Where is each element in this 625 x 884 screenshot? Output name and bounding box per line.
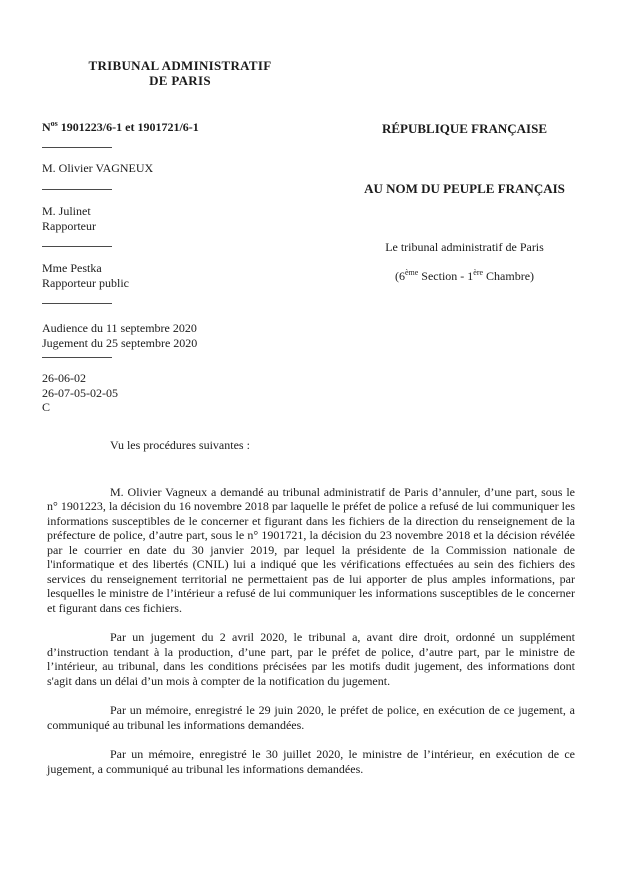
chamber-superscript-1: ème xyxy=(404,268,419,277)
case-numbers xyxy=(42,120,199,135)
divider-line xyxy=(42,147,112,148)
court-name-header xyxy=(52,58,308,88)
body-paragraph-2: Par un jugement du 2 avril 2020, le tribunal a, avant dire droit, ordonné un supplément d’instruction tendant à la production, d’une part, par le préfet de police, d’autre part, par le ministre de l’intérieur, au tribunal, dans les conditions précisées par les motifs dudit jugement, des informations dont s'agit dans un délai d’un mois à compter de la notification du jugement. xyxy=(47,630,575,688)
judgment-body xyxy=(47,438,575,791)
case-numbers-prefix: N xyxy=(42,120,51,134)
in-the-name-heading: AU NOM DU PEUPLE FRANÇAIS xyxy=(364,181,565,196)
republic-heading: RÉPUBLIQUE FRANÇAISE xyxy=(381,121,548,136)
rapporteur-public-block xyxy=(42,261,129,290)
judgment-date: Jugement du 25 septembre 2020 xyxy=(42,335,198,350)
divider-line xyxy=(42,189,112,190)
classification-code-1: 26-06-02 xyxy=(42,371,86,385)
tribunal-line: Le tribunal administratif de Paris xyxy=(385,240,544,254)
chamber-part1: (6 xyxy=(394,269,405,283)
body-paragraph-3: Par un mémoire, enregistré le 29 juin 2020, le préfet de police, en exécution de ce jugement, a communiqué au tribunal les informations demandées. xyxy=(47,703,575,732)
classification-code-2: 26-07-05-02-05 xyxy=(42,385,118,400)
body-paragraph-4: Par un mémoire, enregistré le 30 juillet 2020, le ministre de l’intérieur, en exécution de ce jugement, a communiqué au tribunal les informations demandées. xyxy=(47,747,575,776)
case-numbers-superscript: os xyxy=(50,119,58,128)
rapporteur-name: M. Julinet xyxy=(42,204,91,218)
procedures-intro: Vu les procédures suivantes : xyxy=(110,438,250,452)
rapporteur-title: Rapporteur xyxy=(42,218,96,233)
rapporteur-public-title: Rapporteur public xyxy=(42,275,129,290)
chamber-line xyxy=(352,269,577,284)
applicant-name: M. Olivier VAGNEUX xyxy=(42,161,154,175)
chamber-part3: Chambre) xyxy=(483,269,535,283)
divider-line xyxy=(42,357,112,358)
classification-codes xyxy=(42,371,118,415)
court-name-line2: DE PARIS xyxy=(149,73,211,88)
case-numbers-rest: 1901223/6-1 et 1901721/6-1 xyxy=(57,120,199,134)
chamber-part2: Section - 1 xyxy=(418,269,474,283)
chamber-superscript-2: ère xyxy=(473,268,484,277)
classification-code-3: C xyxy=(42,400,51,414)
divider-line xyxy=(42,246,112,247)
court-name-line1: TRIBUNAL ADMINISTRATIF xyxy=(88,58,272,73)
dates-block xyxy=(42,321,197,350)
rapporteur-block xyxy=(42,204,96,233)
audience-date: Audience du 11 septembre 2020 xyxy=(42,321,197,335)
divider-line xyxy=(42,303,112,304)
rapporteur-public-name: Mme Pestka xyxy=(42,261,102,275)
body-paragraph-1: M. Olivier Vagneux a demandé au tribunal administratif de Paris d’annuler, d’une part, sous le n° 1901223, la décision du 16 novembre 2018 par laquelle le préfet de police a refusé de lui communiquer les informations susceptibles de le concerner et figurant dans les fichiers de la direction du renseignement de la préfecture de police, d’autre part, sous le n° 1901721, la décision du 23 novembre 2018 et la décision révélée par le courrier en date du 30 janvier 2019, par lequel la présidente de la Commission nationale de l'informatique et des libertés (CNIL) lui a indiqué que les vérifications effectuées au sein des fichiers des services du renseignement territorial ne permettaient pas de lui apporter de plus amples informations, par lesquelles le ministre de l’intérieur a refusé de lui communiquer les informations susceptibles de le concerner et figurant dans ces fichiers. xyxy=(47,484,575,615)
